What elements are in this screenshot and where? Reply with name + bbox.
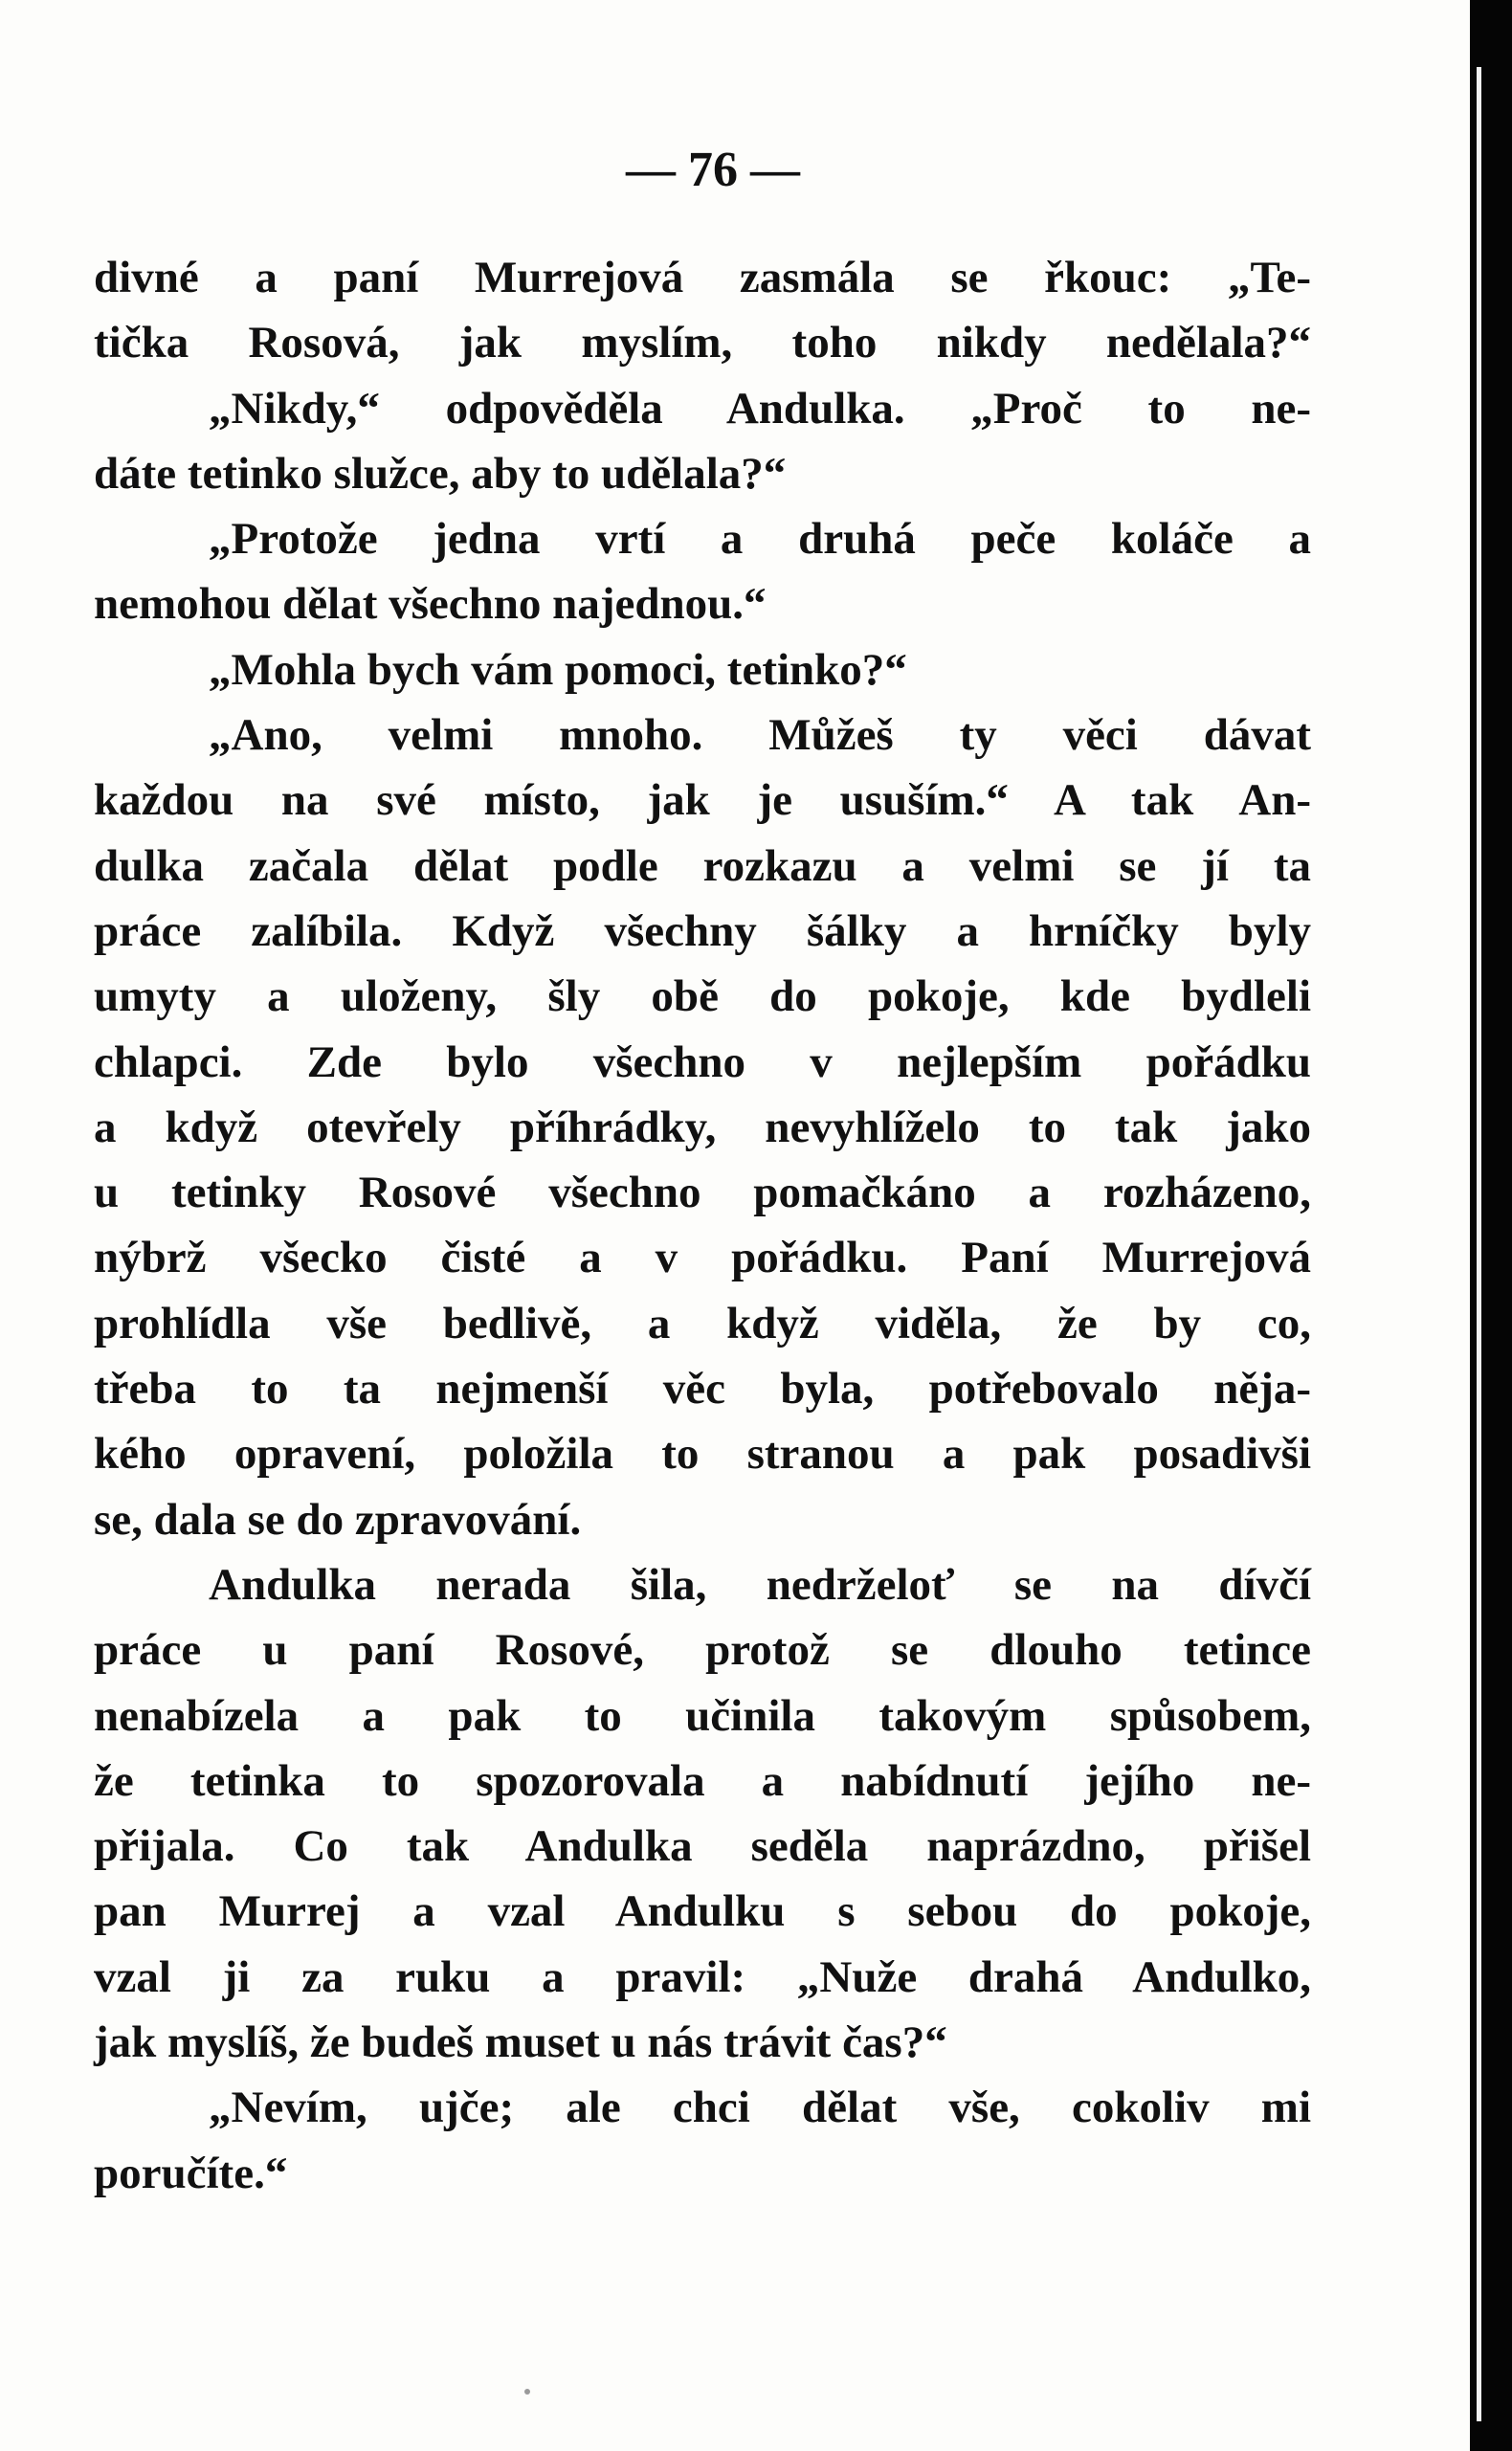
page-number: — 76 — bbox=[626, 143, 800, 197]
text-line: chlapci. Zde bylo všechno v nejlepším pořádku bbox=[94, 1036, 1311, 1087]
text-line: „Protože jedna vrtí a druhá peče koláče a bbox=[209, 514, 1311, 565]
text-line: u tetinky Rosové všechno pomačkáno a rozházeno, bbox=[94, 1168, 1311, 1218]
text-line: kého opravení, položila to stranou a pak posadivši bbox=[94, 1429, 1311, 1480]
text-line: poručíte.“ bbox=[94, 2148, 288, 2198]
text-line: tička Rosová, jak myslím, toho nikdy nedělala?“ bbox=[94, 318, 1311, 368]
text-line: Andulka nerada šila, nedrželoť se na dívčí bbox=[209, 1559, 1311, 1610]
page-edge-line bbox=[1477, 67, 1481, 2421]
text-line: a když otevřely příhrádky, nevyhlíželo to tak jako bbox=[94, 1102, 1311, 1152]
text-line: práce u paní Rosové, protož se dlouho tetince bbox=[94, 1625, 1311, 1676]
text-line: nemohou dělat všechno najednou.“ bbox=[94, 579, 767, 630]
page-text bbox=[94, 245, 1311, 2206]
text-line: „Nikdy,“ odpověděla Andulka. „Proč to ne- bbox=[209, 383, 1311, 434]
text-line: přijala. Co tak Andulka seděla naprázdno, přišel bbox=[94, 1821, 1311, 1872]
text-line: nenabízela a pak to učinila takovým spůsobem, bbox=[94, 1690, 1311, 1741]
text-line: dulka začala dělat podle rozkazu a velmi se jí ta bbox=[94, 840, 1311, 891]
text-line: vzal ji za ruku a pravil: „Nuže drahá Andulko, bbox=[94, 1951, 1311, 2002]
text-line: dáte tetinko služce, aby to udělala?“ bbox=[94, 448, 787, 499]
text-line: se, dala se do zpravování. bbox=[94, 1494, 582, 1545]
text-line: každou na své místo, jak je usuším.“ A tak An- bbox=[94, 775, 1311, 826]
text-line: nýbrž všecko čisté a v pořádku. Paní Murrejová bbox=[94, 1233, 1311, 1283]
text-line: práce zalíbila. Když všechny šálky a hrníčky byly bbox=[94, 905, 1311, 956]
text-line: „Ano, velmi mnoho. Můžeš ty věci dávat bbox=[209, 710, 1311, 761]
text-line: umyty a uloženy, šly obě do pokoje, kde bydleli bbox=[94, 971, 1311, 1022]
text-line: prohlídla vše bedlivě, a když viděla, že by co, bbox=[94, 1298, 1311, 1348]
text-line: třeba to ta nejmenší věc byla, potřebovalo něja- bbox=[94, 1364, 1311, 1415]
text-line: „Nevím, ujče; ale chci dělat vše, cokoliv mi bbox=[209, 2083, 1311, 2133]
text-line: že tetinka to spozorovala a nabídnutí jejího ne- bbox=[94, 1755, 1311, 1806]
text-line: pan Murrej a vzal Andulku s sebou do pokoje, bbox=[94, 1886, 1311, 1937]
text-line: divné a paní Murrejová zasmála se řkouc: „Te- bbox=[94, 253, 1311, 302]
text-line: jak myslíš, že budeš muset u nás trávit čas?“ bbox=[94, 2017, 947, 2068]
paper-speck bbox=[524, 2389, 530, 2395]
text-line: „Mohla bych vám pomoci, tetinko?“ bbox=[209, 644, 907, 695]
